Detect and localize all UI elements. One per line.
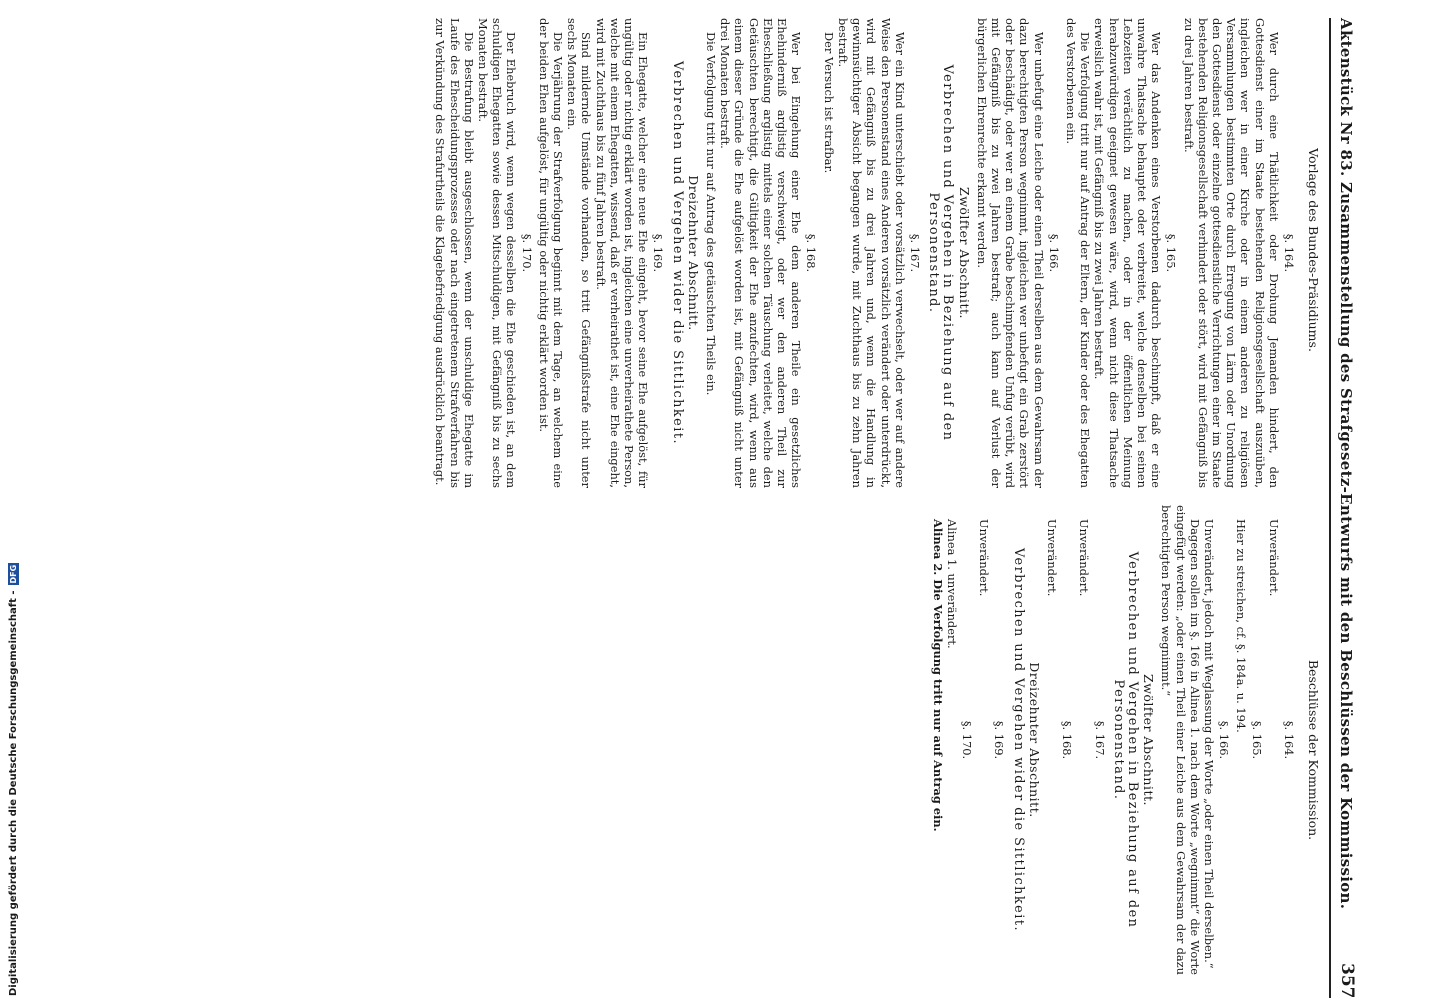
digitization-footer <box>8 563 19 996</box>
body-paragraph: Wer unbefugt eine Leiche oder einen Theil derselben aus dem Gewahrsam der dazu berechtigten Person wegnimmt, ingleichen wer unbefugt ein Grab zerstört oder beschädigt, oder wer an einem Grabe beschimpfenden Unfug verübt, wird mit Gefängniß bis zu zwei Jahren bestraft; auch kann auf Verlust der bürgerlichen Ehrenrechte erkannt werden. <box>974 18 1046 488</box>
footer-text: Digitalisierung gefördert durch die Deutsche Forschungsgemeinschaft - <box>8 590 19 996</box>
page-header-title: Aktenstück Nr 83. Zusammenstellung des Strafgesetz-Entwurfs mit den Beschlüssen der Kommission. <box>1337 18 1355 910</box>
paragraph-number: §. 168. <box>804 233 819 273</box>
paragraph-number: §. 165. <box>1164 233 1179 273</box>
body-paragraph: Die Verfolgung tritt nur auf Antrag des getäuschten Theils ein. <box>704 32 719 396</box>
body-paragraph: Der Versuch ist strafbar. <box>821 32 836 174</box>
body-paragraph: Ein Ehegatte, welcher eine neue Ehe eingeht, bevor seine Ehe aufgelöst, für ungültig oder nichtig erklärt worden ist, ingleichen eine unverheirathete Person, welche mit einem Ehegatten, wissend, daß er verheirathet ist, eine Ehe eingeht, wird mit Zuchthaus bis zu fünf Jahren bestraft. <box>593 18 651 488</box>
left-column-subtitle: Vorlage des Bundes-Präsidiums. <box>1306 148 1321 352</box>
body-paragraph: Unverändert. <box>1266 519 1281 597</box>
paragraph-number: §. 170. <box>959 720 974 760</box>
left-column-text <box>433 18 1299 488</box>
body-paragraph: Wer das Andenken eines Verstorbenen dadurch beschimpft, daß er eine unwahre Thatsache behauptet oder verbreitet, welche denselben bei seinen Lebzeiten verächtlich zu machen, oder in der öffentlichen Meinung herabzuwürdigen geeignet gewesen wäre, wird, wenn nicht diese Thatsache erweislich wahr ist, mit Gefängniß bis zu zwei Jahren bestraft. <box>1092 18 1164 488</box>
body-paragraph: Unverändert. <box>977 519 992 597</box>
paragraph-number: §. 165. <box>1249 720 1264 760</box>
body-paragraph: Unverändert. <box>1044 519 1059 597</box>
body-paragraph: Wer ein Kind unterschiebt oder vorsätzlich verwechselt, oder wer auf andere Weise den Personenstand eines Anderen vorsätzlich verändert oder unterdrückt, wird mit Gefängniß bis zu drei Jahren und, wenn die Handlung in gewinnsüchtiger Absicht begangen wurde, mit Zuchthaus bis zu zehn Jahren bestraft. <box>835 18 907 488</box>
body-paragraph: Alinea 1. unverändert. <box>944 519 959 649</box>
paragraph-number: §. 166. <box>1046 233 1061 273</box>
body-paragraph: Sind mildernde Umstände vorhanden, so tritt Gefängnißstrafe nicht unter sechs Monaten ein. <box>565 18 594 488</box>
paragraph-number: §. 164. <box>1282 233 1296 273</box>
right-column-text <box>930 505 1299 975</box>
body-paragraph: Wer bei Eingehung einer Ehe dem anderen Theile ein gesetzliches Ehehinderniß arglistig verschweigt, oder wer den anderen Theil zur Eheschließung arglistig mittels einer solchen Täuschung verleitet, welche den Getäuschten berechtigt, die Gültigkeit der Ehe anzufechten, wird, wenn aus einem dieser Gründe die Ehe aufgelöst worden ist, mit Gefängniß nicht unter drei Monaten bestraft. <box>718 18 804 488</box>
section-heading: Dreizehnter Abschnitt. <box>685 175 701 331</box>
body-paragraph: Wer durch eine Thätlichkeit oder Drohung Jemanden hindert, den Gottesdienst einer im Staate bestehenden Religionsgesellschaft auszuüben, ingleichen wer in einer Kirche oder in einem anderen zu religiösen Versammlungen bestimmten Orte durch Erregung von Lärm oder Unordnung den Gottesdienst oder einzelne gottesdienstliche Verrichtungen einer im Staate bestehenden Religionsgesellschaft verhindert oder stört, wird mit Gefängniß bis zu drei Jahren bestraft. <box>1181 18 1281 488</box>
header-rule <box>1329 18 1331 998</box>
paragraph-number: §. 164. <box>1282 720 1296 760</box>
section-title: Verbrechen und Vergehen in Beziehung auf den Personenstand. <box>1110 551 1140 929</box>
body-paragraph: Unverändert, jedoch mit Weglassung der Worte „oder einen Theil derselben.“ <box>1201 519 1216 969</box>
paragraph-number: §. 170. <box>519 233 534 273</box>
dfg-logo-icon: DFG <box>9 564 18 584</box>
page-number: 357 <box>1337 963 1357 999</box>
paragraph-number: §. 166. <box>1217 720 1232 760</box>
body-paragraph-bold: Alinea 2. Die Verfolgung tritt nur auf Antrag ein. <box>930 519 945 832</box>
body-paragraph: Die Verfolgung tritt nur auf Antrag der Eltern, der Kinder oder des Ehegatten des Verstorbenen ein. <box>1063 18 1093 488</box>
body-paragraph: Unverändert. <box>1077 519 1092 597</box>
section-heading: Dreizehnter Abschnitt. <box>1026 662 1042 818</box>
section-title: Verbrechen und Vergehen wider die Sittlichkeit. <box>1010 547 1026 933</box>
body-paragraph: Die Bestrafung bleibt ausgeschlossen, wenn der unschuldige Ehegatte im Laufe des Ehescheidungsprozesses oder nach eingetretenem Strafverfahren bis zur Verkündung des Strafurtheils die Klagebefriedigung ausdrücklich beantragt. <box>433 18 476 488</box>
section-title: Verbrechen und Vergehen wider die Sittlichkeit. <box>669 60 685 446</box>
paragraph-number: §. 169. <box>651 233 666 273</box>
section-heading: Zwölfter Abschnitt. <box>1141 674 1157 806</box>
section-heading: Zwölfter Abschnitt. <box>956 187 972 319</box>
body-paragraph: Die Verjährung der Strafverfolgung beginnt mit dem Tage, an welchem eine der beiden Ehen aufgelöst, für ungültig oder nichtig erklärt worden ist. <box>536 18 566 488</box>
paragraph-number: §. 167. <box>907 233 922 273</box>
paragraph-number: §. 169. <box>992 720 1007 760</box>
section-title: Verbrechen und Vergehen in Beziehung auf den Personenstand. <box>926 64 956 442</box>
right-column-subtitle: Beschlüsse der Kommission. <box>1306 659 1321 841</box>
paragraph-number: §. 168. <box>1060 720 1075 760</box>
body-paragraph: Hier zu streichen, cf. §. 184a. u. 194. <box>1234 519 1249 733</box>
body-paragraph: Dagegen sollen im §. 166 in Alinea 1. nach dem Worte „wegnimmt“ die Worte eingefügt werden: „oder einen Theil einer Leiche aus dem Gewahrsam der dazu berechtigten Person wegnimmt.“ <box>1159 505 1202 975</box>
paragraph-number: §. 167. <box>1092 720 1107 760</box>
body-paragraph: Der Ehebruch wird, wenn wegen desselben die Ehe geschieden ist, an dem schuldigen Ehegatten sowie dessen Mitschuldigen, mit Gefängniß bis zu sechs Monaten bestraft. <box>476 18 519 488</box>
